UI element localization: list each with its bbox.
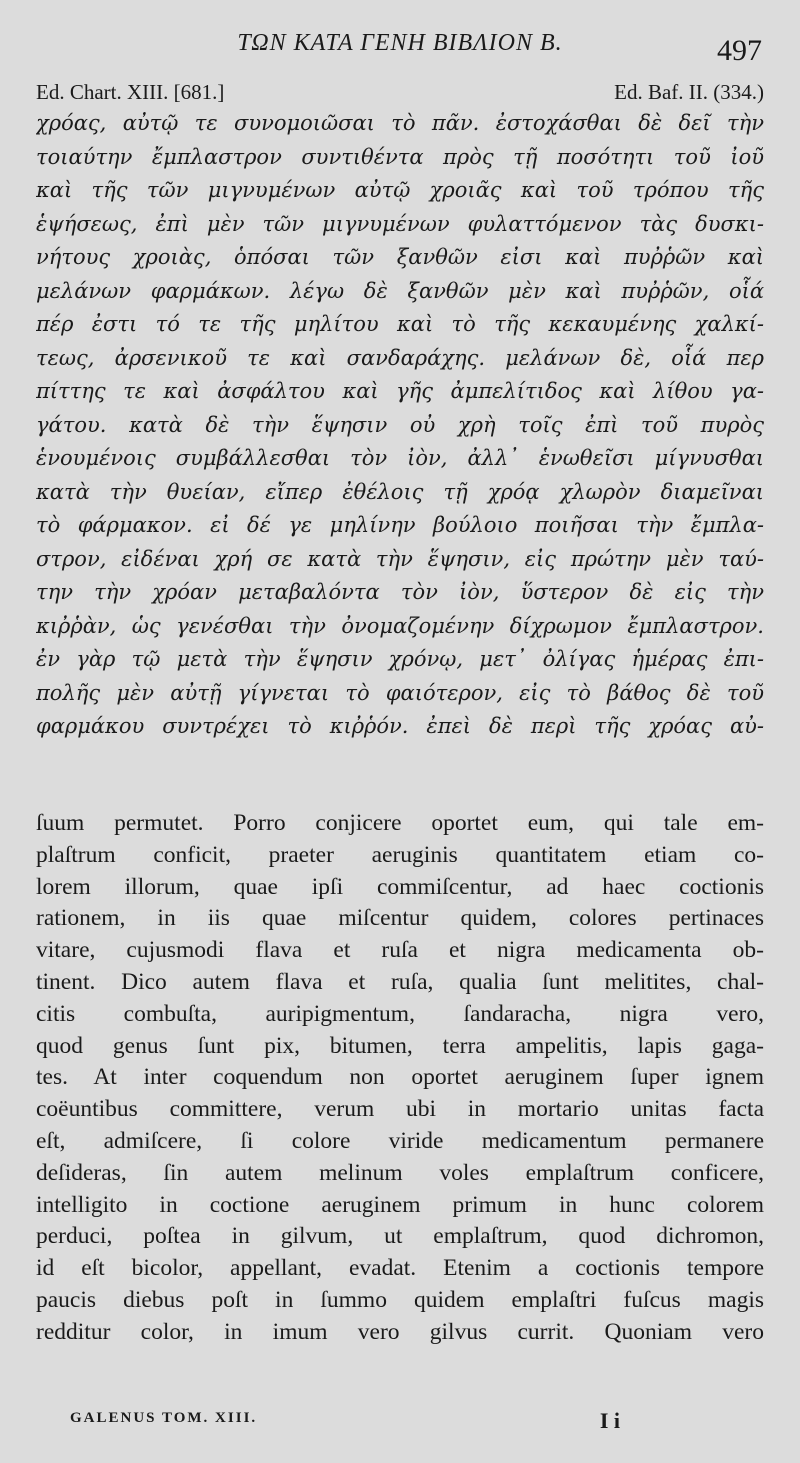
greek-line: φαρμάκου συντρέχει τὸ κιῤῥόν. ἐπεὶ δὲ περὶ τῆς χρόας αὐ- [36,714,764,738]
latin-line: paucis diebus poſt in ſummo quidem emplaſtri fuſcus magis [36,1286,764,1313]
latin-line: tes. At inter coquendum non oportet aeruginem ſuper ignem [36,1064,764,1091]
latin-line: vitare, cujusmodi flava et ruſa et nigra medicamenta ob- [36,937,764,964]
edition-chartier-reference: Ed. Chart. XIII. [681.] [36,80,225,104]
latin-line: perduci, poſtea in gilvum, ut emplaſtrum, quod dichromon, [36,1223,764,1250]
greek-line: ἐν γὰρ τῷ μετὰ τὴν ἕψησιν χρόνῳ, μετ᾽ ὀλίγας ἡμέρας ἐπι- [36,647,764,671]
latin-translation-block [36,808,764,1349]
latin-line: ſuum permutet. Porro conjicere oportet eum, qui tale em- [36,810,764,836]
latin-line: coëuntibus committere, verum ubi in mortario unitas facta [36,1096,764,1123]
greek-line: πέρ ἐστι τό τε τῆς μηλίτου καὶ τὸ τῆς κεκαυμένης χαλκί- [36,312,764,336]
greek-line: στρον, εἰδέναι χρή σε κατὰ τὴν ἕψησιν, εἰς πρώτην μὲν ταύ- [36,546,764,571]
latin-line: id eſt bicolor, appellant, evadat. Etenim a coctionis tempore [36,1255,764,1282]
page-number: 497 [717,34,762,67]
greek-line: χρόας, αὐτῷ τε συνομοιῶσαι τὸ πᾶν. ἐστοχάσθαι δὲ δεῖ τὴν [36,111,764,135]
greek-line: τεως, ἀρσενικοῦ τε καὶ σανδαράχης. μελάνων δὲ, οἷά περ [36,345,764,370]
signature-mark: I i [599,1408,620,1433]
greek-line: πίττης τε καὶ ἀσφάλτου καὶ γῆς ἀμπελίτιδος καὶ λίθου γα- [36,379,764,403]
greek-line: μελάνων φαρμάκων. λέγω δὲ ξανθῶν μὲν καὶ πυῤῥῶν, οἷά [36,278,764,303]
latin-line: rationem, in iis quae miſcentur quidem, colores pertinaces [36,905,764,932]
greek-line: ἑνουμένοις συμβάλλεσθαι τὸν ἰὸν, ἀλλ᾽ ἑνωθεῖσι μίγνυσθαι [36,446,764,470]
greek-line: τοιαύτην ἔμπλαστρον συντιθέντα πρὸς τῇ ποσότητι τοῦ ἰοῦ [36,144,764,169]
latin-line: plaſtrum conficit, praeter aeruginis quantitatem etiam co- [36,841,764,868]
greek-line: νήτους χροιὰς, ὁπόσαι τῶν ξανθῶν εἰσι καὶ πυῤῥῶν καὶ [36,245,764,269]
greek-text-block [36,107,764,744]
greek-line: τὸ φάρμακον. εἰ δέ γε μηλίνην βούλοιο ποιῆσαι τὴν ἔμπλα- [36,513,764,537]
edition-references [36,80,764,105]
running-title: ΤΩΝ ΚΑΤΑ ΓΕΝΗ ΒΙΒΛΙΟΝ Β. [237,30,563,56]
latin-line: quod genus ſunt pix, bitumen, terra ampelitis, lapis gaga- [36,1032,764,1059]
greek-line: κιῤῥὰν, ὡς γενέσθαι τὴν ὀνομαζομένην δίχρωμον ἔμπλαστρον. [36,613,764,638]
signature-line: GALENUS TOM. XIII. [70,1410,258,1426]
greek-line: κατὰ τὴν θυείαν, εἴπερ ἐθέλοις τῇ χρόᾳ χλωρὸν διαμεῖναι [36,479,764,504]
greek-line: την τὴν χρόαν μεταβαλόντα τὸν ἰὸν, ὕστερον δὲ εἰς τὴν [36,580,764,604]
latin-line: deſideras, ſin autem melinum voles emplaſtrum conficere, [36,1159,764,1186]
latin-line: eſt, admiſcere, ſi colore viride medicamentum permanere [36,1127,764,1154]
latin-line: tinent. Dico autem flava et ruſa, qualia ſunt melitites, chal- [36,968,764,995]
greek-line: γάτου. κατὰ δὲ τὴν ἕψησιν οὐ χρὴ τοῖς ἐπὶ τοῦ πυρὸς [36,412,764,437]
latin-line: intelligito in coctione aeruginem primum in hunc colorem [36,1191,764,1218]
edition-basel-reference: Ed. Baf. II. (334.) [614,80,764,104]
latin-line: citis combuſta, auripigmentum, ſandaracha, nigra vero, [36,1000,764,1027]
latin-line: lorem illorum, quae ipſi commiſcentur, ad haec coctionis [36,873,764,900]
greek-line: ἑψήσεως, ἐπὶ μὲν τῶν μιγνυμένων φυλαττόμενον τὰς δυσκι- [36,211,764,236]
latin-line: redditur color, in imum vero gilvus currit. Quoniam vero [36,1318,764,1345]
page-footer [70,1408,620,1434]
greek-line: πολῆς μὲν αὐτῇ γίγνεται τὸ φαιότερον, εἰς τὸ βάθος δὲ τοῦ [36,680,764,705]
greek-line: καὶ τῆς τῶν μιγνυμένων αὐτῷ χροιᾶς καὶ τοῦ τρόπου τῆς [36,178,764,202]
